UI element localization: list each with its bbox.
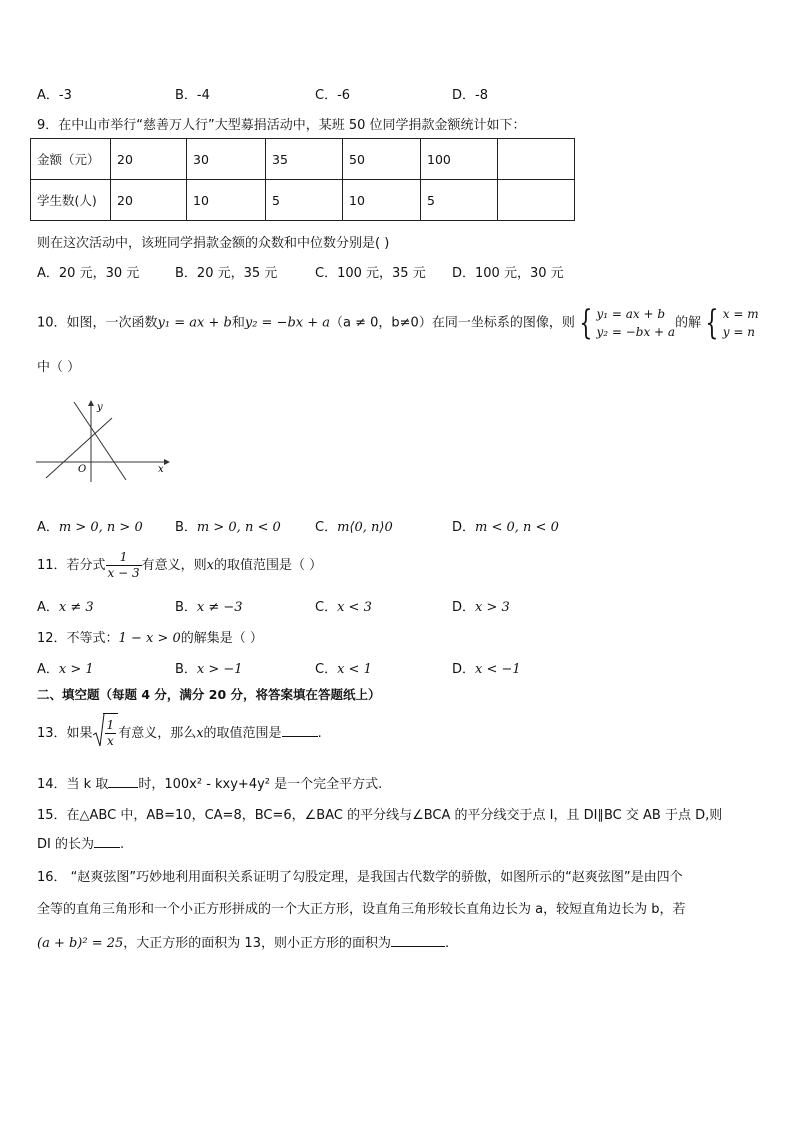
- q10-cond: （a ≠ 0，b≠0）在同一坐标系的图像，则: [330, 315, 575, 331]
- q10-sys-top: y₁ = ax + b: [596, 306, 666, 321]
- q11-option-a: A．x ≠ 3: [37, 600, 94, 615]
- y-axis-arrow: [88, 400, 94, 406]
- q10-stem: [37, 303, 759, 344]
- q10-of: 的解: [675, 315, 702, 331]
- q8-option-b: B．-4: [175, 88, 210, 103]
- table-cell: 100: [421, 139, 498, 180]
- q14-stem-b: 时，100x² - kxy+4y² 是一个完全平方式.: [138, 777, 383, 792]
- q14-answer-blank[interactable]: [108, 787, 138, 788]
- q10-graph: [36, 398, 171, 486]
- q11-stem-c: 的取值范围是（ ）: [214, 558, 323, 573]
- q11-stem: [37, 548, 322, 584]
- table-cell: 学生数(人): [31, 180, 111, 221]
- q11-option-b: B．x ≠ −3: [175, 600, 243, 615]
- q9-option-b: B．20 元，35 元: [175, 266, 278, 281]
- q13-stem-c: 的取值范围是: [203, 726, 282, 741]
- table-cell: 35: [266, 139, 343, 180]
- table-cell: 金额（元）: [31, 139, 111, 180]
- q15-line2: [37, 833, 124, 852]
- q12-option-b: B．x > −1: [175, 662, 243, 677]
- q12-stem-a: 12．不等式：: [37, 631, 119, 646]
- q9-stem: 9．在中山市举行“慈善万人行”大型募捐活动中，某班 50 位同学捐款金额统计如下：: [37, 118, 526, 133]
- q16-line3: [37, 932, 449, 951]
- q10-option-d: D．m < 0, n < 0: [452, 520, 559, 535]
- donation-table: [30, 138, 575, 221]
- q10-sol-top: x = m: [722, 306, 759, 321]
- q14-stem: [37, 773, 382, 792]
- q12-inequality: 1 − x > 0: [118, 631, 181, 646]
- q11-denominator: x − 3: [107, 566, 140, 580]
- q13-end: .: [317, 726, 322, 741]
- section-title-fill-in: 二、填空题（每题 4 分，满分 20 分，将答案填在答题纸上）: [37, 687, 381, 702]
- q13-stem-a: 13．如果: [37, 726, 93, 741]
- graph-x-label: x: [158, 464, 164, 475]
- q12-option-a: A．x > 1: [37, 662, 94, 677]
- q8-option-c: C．-6: [315, 88, 351, 103]
- q12-stem: [37, 627, 263, 646]
- q11-option-c: C．x < 3: [315, 600, 372, 615]
- q16-answer-blank[interactable]: [391, 946, 445, 947]
- table-cell: [498, 180, 575, 221]
- table-cell: [498, 139, 575, 180]
- q10-sol-bottom: y = n: [722, 324, 755, 339]
- q11-var: x: [206, 558, 214, 573]
- graph-y-label: y: [97, 402, 103, 413]
- q8-option-a: A．-3: [37, 88, 72, 103]
- q16-line3-a: ，大正方形的面积为 13，则小正方形的面积为: [123, 936, 391, 951]
- q11-option-d: D．x > 3: [452, 600, 510, 615]
- table-cell: 20: [111, 180, 187, 221]
- table-row: [31, 139, 575, 180]
- table-cell: 20: [111, 139, 187, 180]
- q15-line2-a: DI 的长为: [37, 837, 94, 852]
- sqrt-sign-icon: [93, 713, 105, 747]
- table-cell: 10: [187, 180, 266, 221]
- q15-line2-b: .: [119, 837, 125, 852]
- x-axis-arrow: [164, 459, 170, 465]
- q14-stem-a: 14．当 k 取: [37, 777, 109, 792]
- table-cell: 5: [421, 180, 498, 221]
- table-cell: 50: [343, 139, 421, 180]
- q13-stem: [37, 713, 322, 754]
- table-cell: 5: [266, 180, 343, 221]
- q13-numerator: 1: [106, 718, 115, 732]
- table-cell: 10: [343, 180, 421, 221]
- q11-stem-b: 有意义，则: [141, 558, 207, 573]
- q9-option-a: A．20 元，30 元: [37, 266, 140, 281]
- q9-option-d: D．100 元，30 元: [452, 266, 564, 281]
- q10-and: 和: [231, 315, 245, 331]
- q11-stem-a: 11．若分式: [37, 558, 106, 573]
- q13-sqrt: [93, 713, 119, 754]
- q16-line3-b: .: [444, 936, 450, 951]
- q13-stem-b: 有意义，那么: [118, 726, 197, 741]
- q9-question: 则在这次活动中，该班同学捐款金额的众数和中位数分别是( ): [37, 236, 390, 251]
- q16-line2: 全等的直角三角形和一个小正方形拼成的一个大正方形，设直角三角形较长直角边长为 a，较短直角边长为 b，若: [37, 902, 686, 917]
- q16-line1: 16． “赵爽弦图”巧妙地利用面积关系证明了勾股定理，是我国古代数学的骄傲，如图所示的“赵爽弦图”是由四个: [37, 870, 683, 885]
- q10-option-c: C．m⟨0, n⟩0: [315, 520, 393, 535]
- q10-y1: y₁ = ax + b: [157, 315, 232, 331]
- q15-line1: 15．在△ABC 中，AB=10，CA=8，BC=6，∠BAC 的平分线与∠BCA 的平分线交于点 I，且 DI∥BC 交 AB 于点 D,则: [37, 808, 723, 823]
- q9-option-c: C．100 元，35 元: [315, 266, 426, 281]
- q10-equation-system: { y₁ = ax + b y₂ = −bx + a: [579, 302, 676, 343]
- q10-sys-bottom: y₂ = −bx + a: [596, 324, 676, 339]
- table-cell: 30: [187, 139, 266, 180]
- q13-answer-blank[interactable]: [282, 736, 318, 737]
- graph-origin-label: O: [78, 464, 87, 475]
- q10-option-a: A．m > 0, n > 0: [37, 520, 143, 535]
- q10-stem-b: 中（ ）: [37, 360, 81, 375]
- q13-denominator: x: [106, 734, 114, 748]
- q15-answer-blank[interactable]: [94, 847, 120, 848]
- q13-var: x: [196, 726, 204, 741]
- q12-stem-b: 的解集是（ ）: [180, 631, 263, 646]
- q8-option-d: D．-8: [452, 88, 488, 103]
- q10-option-b: B．m > 0, n < 0: [175, 520, 281, 535]
- q11-fraction: [106, 550, 142, 581]
- q10-solution-system: { x = m y = n: [705, 302, 759, 343]
- q16-equation: (a + b)² = 25: [37, 936, 124, 951]
- q12-option-d: D．x < −1: [452, 662, 521, 677]
- table-row: [31, 180, 575, 221]
- q11-numerator: 1: [106, 550, 142, 566]
- q10-stem-a: 10．如图，一次函数: [37, 315, 158, 331]
- q12-option-c: C．x < 1: [315, 662, 372, 677]
- q10-y2: y₂ = −bx + a: [244, 315, 331, 331]
